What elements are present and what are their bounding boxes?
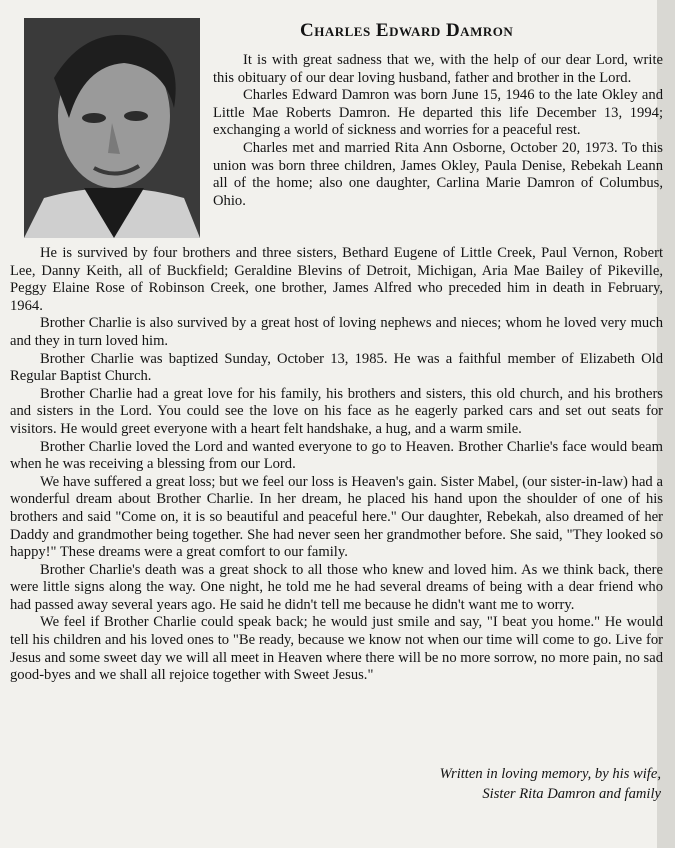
signature-line-2: Sister Rita Damron and family xyxy=(482,786,661,802)
paragraph: He is survived by four brothers and three sisters, Bethard Eugene of Little Creek, Paul Vernon, Robert Lee, Danny Keith, all of Buckfield; Geraldine Blevins of Detroit, Michigan, Aria Mae Bailey of Pikeville, Peggy Elaine Rose of Robinson Creek, one brother, James Alfred who preceded him in death in February, 1964. xyxy=(10,245,663,314)
signature-line-1: Written in loving memory, by his wife, xyxy=(439,766,661,782)
obituary-title: Charles Edward Damron xyxy=(300,20,514,41)
paragraph: Brother Charlie was baptized Sunday, October 13, 1985. He was a faithful member of Elizabeth Old Regular Baptist Church. xyxy=(10,350,663,385)
paragraph: We feel if Brother Charlie could speak back; he would just smile and say, "I beat you home." He would tell his children and his loved ones to "Be ready, because we know not when our time will come to go. Live for Jesus and some sweet day we will all meet in Heaven where there will be no more sorrow, no more pain, no sad good-byes and we shall all rejoice together with Sweet Jesus." xyxy=(10,614,663,684)
paragraph: Charles Edward Damron was born June 15, 1946 to the late Okley and Little Mae Roberts Damron. He departed this life December 13, 1994; exchanging a world of sickness and worries for a peaceful rest. xyxy=(213,87,663,139)
portrait-illustration xyxy=(24,18,200,238)
paragraph: Brother Charlie had a great love for his family, his brothers and sisters, this old church, and his brothers and sisters in the Lord. You could see the love on his face as he eagerly parked cars and set out seats for visitors. He would greet everyone with a heart felt handshake, a hug, and a warm smile. xyxy=(10,385,663,437)
paragraph: It is with great sadness that we, with the help of our dear Lord, write this obituary of our dear loving husband, father and brother in the Lord. xyxy=(213,52,663,86)
portrait-photo xyxy=(24,18,200,238)
paragraph: Charles met and married Rita Ann Osborne, October 20, 1973. To this union was born three children, James Okley, Paula Denise, Rebekah Leann all of the home; also one daughter, Carlina Marie Damron of Columbus, Ohio. xyxy=(213,139,663,209)
signature-block xyxy=(440,764,661,804)
main-text-block xyxy=(10,245,663,685)
top-text-block xyxy=(213,52,663,210)
paragraph: Brother Charlie is also survived by a great host of loving nephews and nieces; whom he loved very much and they in turn loved him. xyxy=(10,315,663,349)
paragraph: Brother Charlie loved the Lord and wanted everyone to go to Heaven. Brother Charlie's face would beam when he was receiving a blessing from our Lord. xyxy=(10,438,663,473)
paragraph: Brother Charlie's death was a great shock to all those who knew and loved him. As we think back, there were little signs along the way. One night, he told me he had several dreams of being with a dear friend who had passed away several years ago. He said he didn't tell me because he didn't want me to worry. xyxy=(10,561,663,613)
paragraph: We have suffered a great loss; but we feel our loss is Heaven's gain. Sister Mabel, (our sister-in-law) had a wonderful dream about Brother Charlie. In her dream, he placed his hand upon the shoulder of one of his brothers and said "Come on, it is so beautiful and peaceful here." Our daughter, Rebekah, also dreamed of her Daddy and grandmother being together. She had never seen her grandmother before. She said, "They looked so happy!" These dreams were a great comfort to our family. xyxy=(10,473,663,561)
